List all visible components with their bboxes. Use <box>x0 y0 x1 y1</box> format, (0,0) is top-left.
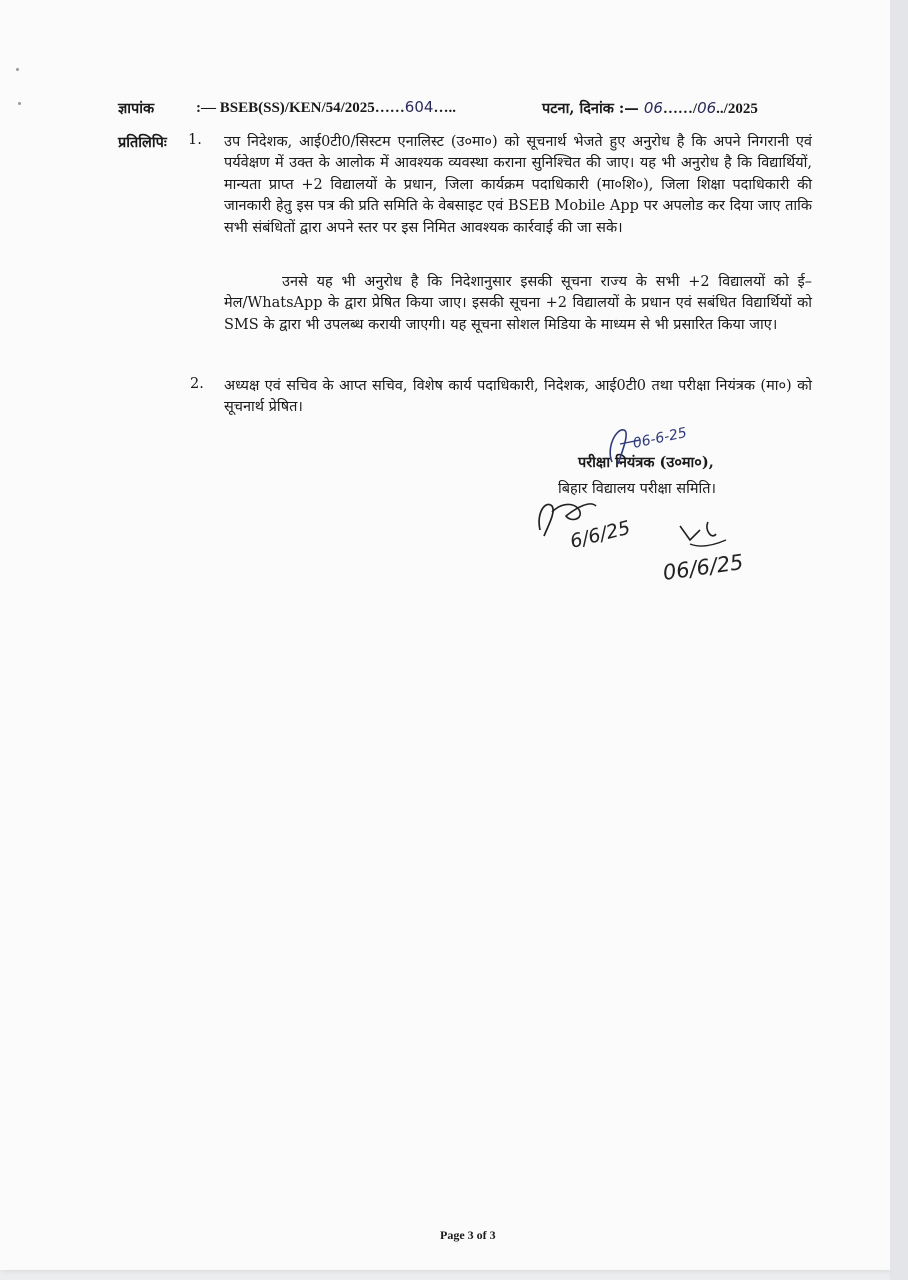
item-number: 1. <box>188 132 202 148</box>
handwritten-note-2: 06/6/25 <box>661 549 745 585</box>
copy-to-label: प्रतिलिपिः <box>118 134 167 151</box>
page-edge-background <box>890 0 908 1280</box>
memo-label: ज्ञापांक <box>118 100 155 117</box>
item-1-paragraph-1 <box>224 132 812 239</box>
memo-ref-text: :— BSEB(SS)/KEN/54/2025…… <box>196 100 405 116</box>
item-2-paragraph-text: अध्यक्ष एवं सचिव के आप्त सचिव, विशेष कार्य पदाधिकारी, निदेशक, आई0टी0 तथा परीक्षा नियंत्रक (मा०) को सूचनार्थ प्रेषित। <box>224 378 812 416</box>
place-date <box>542 98 758 118</box>
memo-ref-handwritten-number: 604 <box>404 98 434 116</box>
handwritten-note-1: 6/6/25 <box>567 516 633 553</box>
date-day: 06 <box>643 99 663 117</box>
page-number: Page 3 of 3 <box>440 1228 496 1242</box>
date-year: ../2025 <box>716 101 758 117</box>
date-separator: ……/ <box>662 101 698 117</box>
signatory-designation <box>578 452 714 472</box>
signatory-organisation: बिहार विद्यालय परीक्षा समिति। <box>558 481 717 497</box>
item-number: 2. <box>190 376 204 392</box>
memo-header <box>118 98 818 122</box>
item-2-paragraph <box>224 376 812 419</box>
memo-ref-tail: ….. <box>433 100 456 116</box>
memo-reference <box>196 98 456 117</box>
date-value <box>644 101 758 117</box>
item-1-paragraph-2 <box>224 272 812 336</box>
date-month: 06 <box>697 99 717 117</box>
scan-speck <box>16 68 19 71</box>
signature-date: 06-6-25 <box>631 424 689 452</box>
scan-speck <box>18 102 21 105</box>
item-1-paragraph-1-text: उप निदेशक, आई0टी0/सिस्टम एनालिस्ट (उ०मा०) को सूचनार्थ भेजते हुए अनुरोध है कि अपने निगरानी एवं पर्यवेक्षण में उक्त के आलोक में आवश्यक व्यवस्था कराना सुनिश्चित की जाए। यह भी अनुरोध है कि विद्यार्थियों, मान्यता प्राप्त +2 विद्यालयों के प्रधान, जिला कार्यक्रम पदाधिकारी (मा०शि०), जिला शिक्षा पदाधिकारी की जानकारी हेतु इस पत्र की प्रति समिति के वेबसाइट एवं BSEB Mobile App पर अपलोड कर दिया जाए ताकि सभी संबंधितों द्वारा अपने स्तर पर इस निमित आवश्यक कार्रवाई की जा सके। <box>224 134 812 236</box>
designation-text: परीक्षा नियंत्रक (उ०मा०), <box>578 454 714 471</box>
place-date-label: पटना, दिनांक :— <box>542 100 639 117</box>
item-1-paragraph-2-text: उनसे यह भी अनुरोध है कि निदेशानुसार इसकी सूचना राज्य के सभी +2 विद्यालयों को ई–मेल/WhatsApp के द्वारा प्रेषित किया जाए। इसकी सूचना +2 विद्यालयों के प्रधान एवं सबंधित विद्यार्थियों को SMS के द्वारा भी उपलब्ध करायी जाएगी। यह सूचना सोशल मिडिया के माध्यम से भी प्रसारित किया जाए। <box>224 274 812 333</box>
